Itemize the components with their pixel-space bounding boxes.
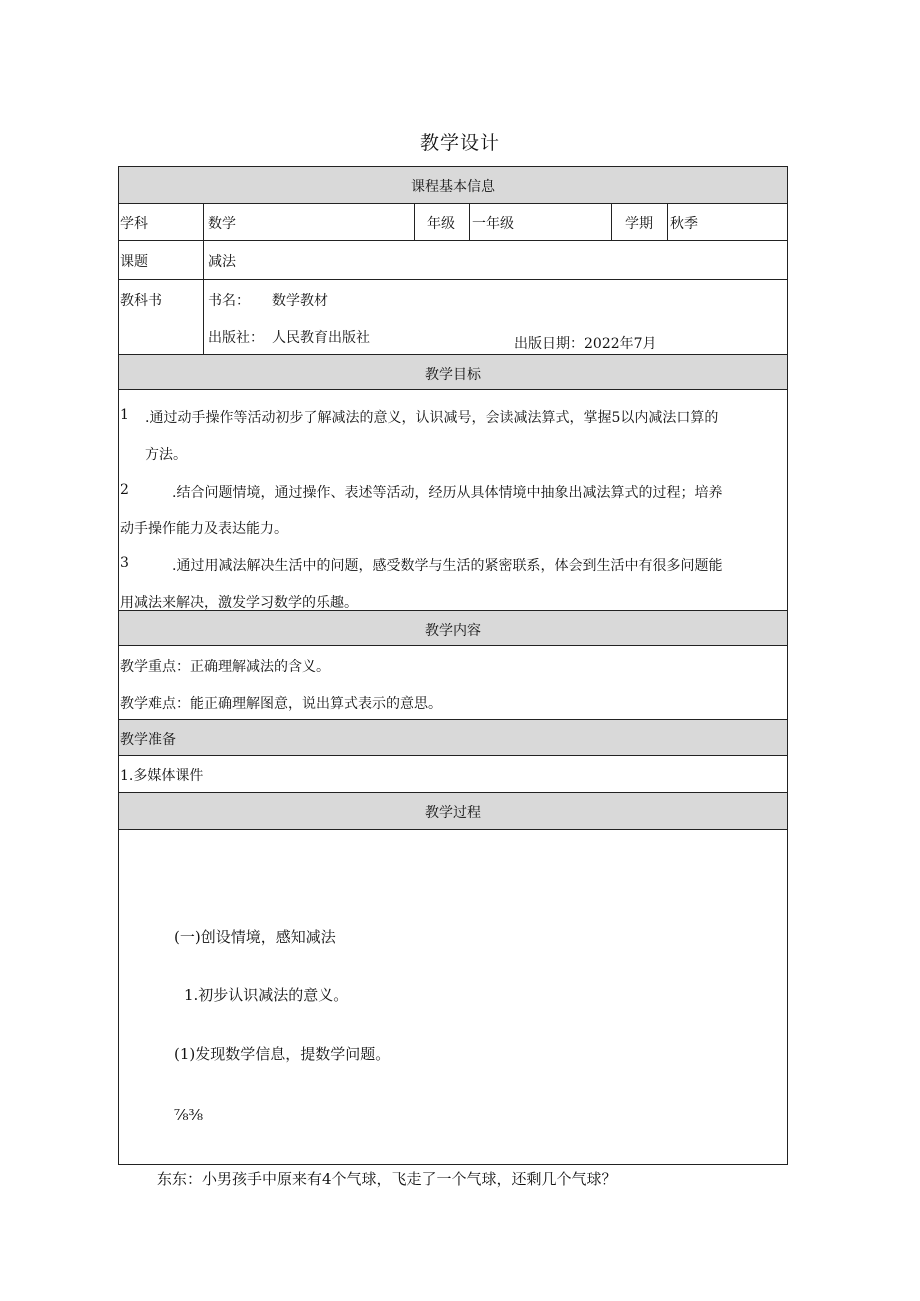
topic-value: 减法 [208, 254, 236, 270]
garbled-symbols: ⅞⅜ [174, 1106, 204, 1124]
table-border [118, 166, 788, 167]
publish-date: 出版日期：2022年7月 [514, 336, 657, 352]
table-border [118, 279, 788, 280]
table-border [611, 203, 612, 240]
table-border [118, 645, 788, 646]
publisher-value: 人民教育出版社 [272, 330, 370, 346]
table-border [118, 203, 788, 204]
publisher-label: 出版社： [208, 330, 264, 346]
topic-label: 课题 [120, 254, 148, 270]
process-step-1-sub: (1)发现数学信息，提数学问题。 [174, 1045, 391, 1063]
table-border [118, 1164, 788, 1165]
grade-value: 一年级 [472, 216, 514, 232]
table-border [118, 719, 788, 720]
table-border [118, 240, 788, 241]
preparation-item: 1.多媒体课件 [120, 768, 204, 784]
grade-label: 年级 [427, 216, 455, 232]
subject-label: 学科 [120, 216, 148, 232]
table-border [203, 203, 204, 354]
table-border [118, 792, 788, 793]
objective-1-number: 1 [120, 407, 129, 423]
table-border [118, 829, 788, 830]
basic-info-header: 课程基本信息 [411, 179, 495, 195]
objective-1-text: .通过动手操作等活动初步了解减法的意义，认识减号，会读减法算式，掌握5以内减法口算的 [145, 410, 719, 426]
dialogue-text: 东东：小男孩手中原来有4个气球，飞走了一个气球，还剩几个气球？ [157, 1170, 617, 1188]
process-header: 教学过程 [425, 805, 481, 821]
objectives-header: 教学目标 [425, 367, 481, 383]
table-border [118, 166, 119, 1165]
objective-2-number: 2 [120, 482, 129, 498]
table-border [469, 203, 470, 240]
key-point: 教学重点：正确理解减法的含义。 [120, 659, 330, 675]
page-title: 教学设计 [419, 132, 500, 154]
objective-3-text: .通过用减法解决生活中的问题，感受数学与生活的紧密联系，体会到生活中有很多问题能 [172, 558, 723, 574]
content-header: 教学内容 [425, 623, 481, 639]
table-border [118, 389, 788, 390]
term-label: 学期 [625, 216, 653, 232]
preparation-header-bg [118, 719, 788, 755]
subject-value: 数学 [208, 216, 236, 232]
objective-2-text: .结合问题情境，通过操作、表述等活动，经历从具体情境中抽象出减法算式的过程；培养 [172, 485, 723, 501]
term-value: 秋季 [670, 216, 698, 232]
objective-1-text-cont: 方法。 [145, 447, 187, 463]
table-border [667, 203, 668, 240]
book-name-label: 书名： [208, 293, 250, 309]
process-step-1: 1.初步认识减法的意义。 [184, 986, 349, 1004]
table-border [414, 203, 415, 240]
table-border [787, 166, 788, 1165]
process-section-1: (一)创设情境，感知减法 [174, 928, 336, 946]
objective-3-number: 3 [120, 555, 129, 571]
objective-2-text-cont: 动手操作能力及表达能力。 [120, 521, 288, 537]
objective-3-text-cont: 用减法来解决，激发学习数学的乐趣。 [120, 595, 358, 611]
table-border [118, 354, 788, 355]
preparation-header: 教学准备 [120, 732, 176, 748]
book-name-value: 数学教材 [272, 293, 328, 309]
difficulty: 教学难点：能正确理解图意，说出算式表示的意思。 [120, 696, 442, 712]
textbook-label: 教科书 [120, 293, 162, 309]
table-border [118, 755, 788, 756]
